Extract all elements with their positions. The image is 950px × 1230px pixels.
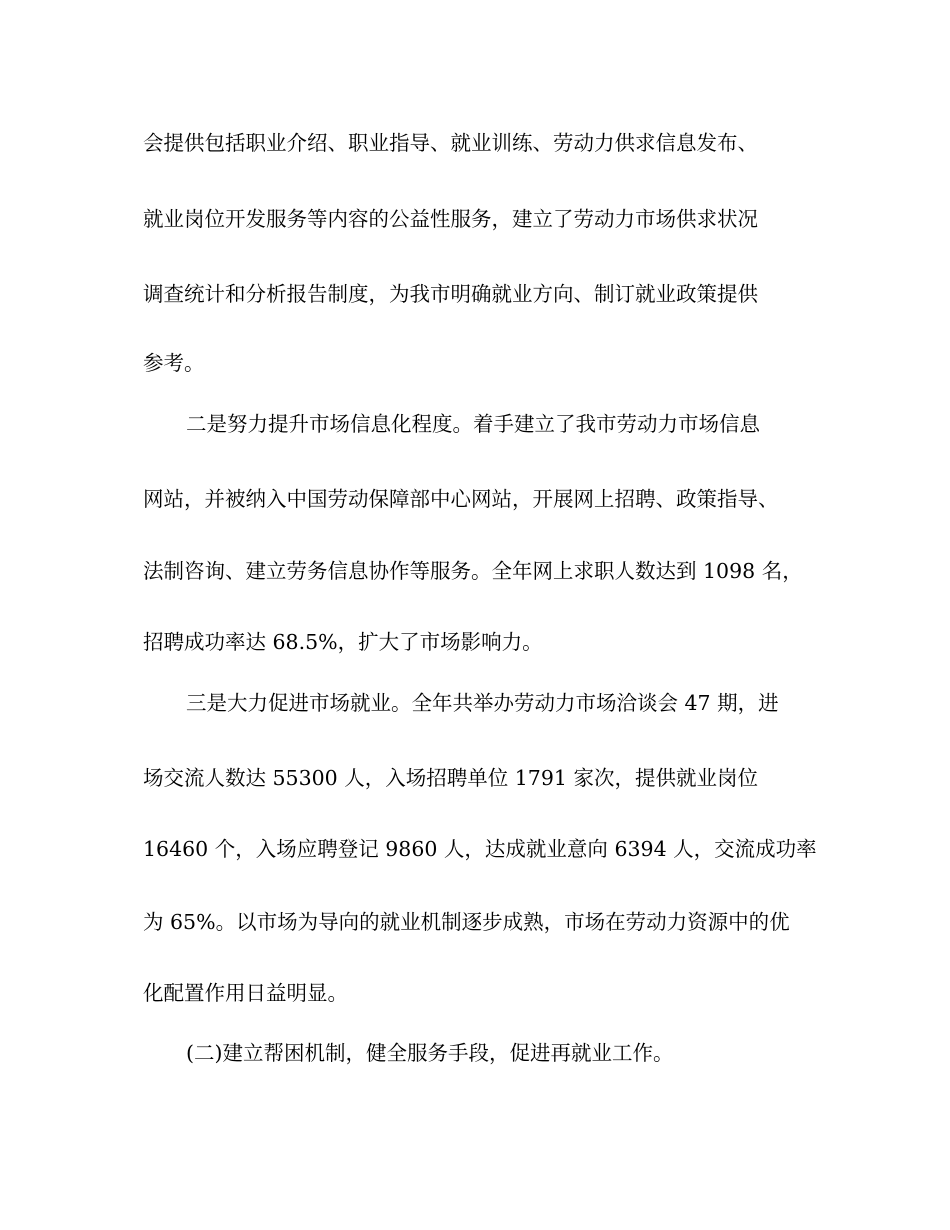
text-line: 网站，并被纳入中国劳动保障部中心网站，开展网上招聘、政策指导、	[143, 487, 779, 511]
text-line: 调查统计和分析报告制度，为我市明确就业方向、制订就业政策提供	[143, 282, 758, 306]
section-heading: (二)建立帮困机制，健全服务手段，促进再就业工作。	[186, 1041, 674, 1065]
text-line: 会提供包括职业介绍、职业指导、就业训练、劳动力供求信息发布、	[143, 131, 758, 155]
paragraph-start-line: 二是努力提升市场信息化程度。着手建立了我市劳动力市场信息	[186, 412, 760, 436]
text-line: 16460 个，入场应聘登记 9860 人，达成就业意向 6394 人，交流成功率	[143, 837, 817, 861]
text-line: 化配置作用日益明显。	[143, 981, 348, 1005]
text-line: 场交流人数达 55300 人，入场招聘单位 1791 家次，提供就业岗位	[143, 766, 758, 790]
paragraph-start-line: 三是大力促进市场就业。全年共举办劳动力市场洽谈会 47 期，进	[186, 691, 779, 715]
text-line: 为 65%。以市场为导向的就业机制逐步成熟，市场在劳动力资源中的优	[143, 910, 790, 934]
text-line: 招聘成功率达 68.5%，扩大了市场影响力。	[143, 630, 543, 654]
text-line: 参考。	[143, 351, 205, 375]
text-line: 就业岗位开发服务等内容的公益性服务，建立了劳动力市场供求状况	[143, 207, 758, 231]
text-line: 法制咨询、建立劳务信息协作等服务。全年网上求职人数达到 1098 名，	[143, 559, 803, 583]
